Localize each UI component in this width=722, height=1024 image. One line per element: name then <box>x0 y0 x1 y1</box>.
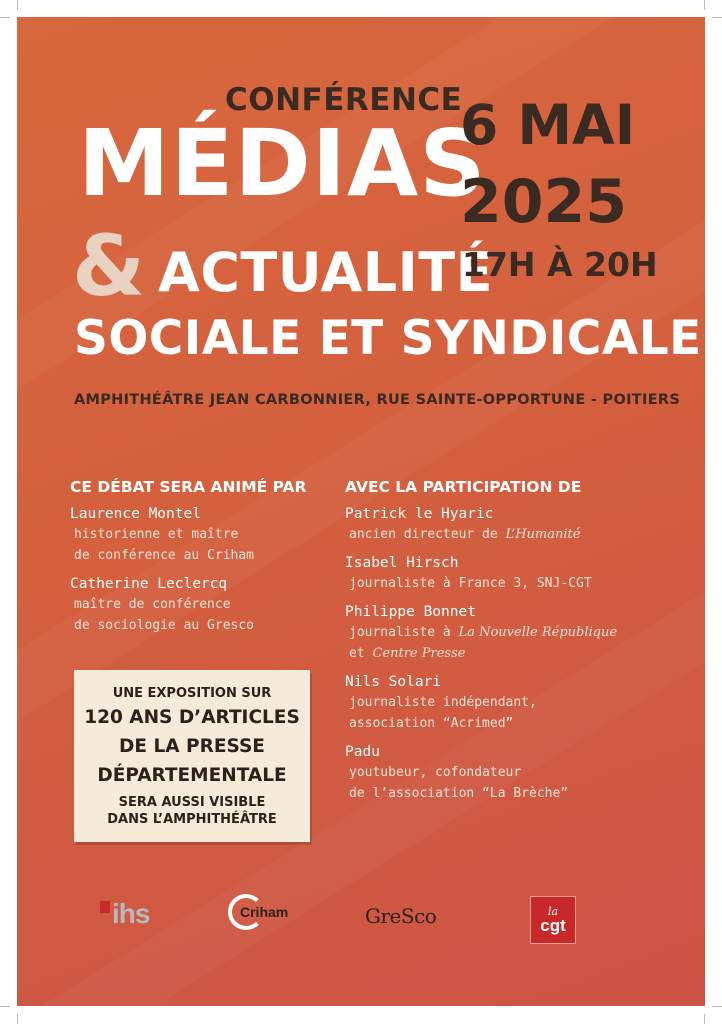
crop-mark <box>712 1006 722 1007</box>
exhibition-line: DANS L’AMPHITHÉÂTRE <box>107 812 277 827</box>
exhibition-box <box>74 670 310 842</box>
exhibition-line: DÉPARTEMENTALE <box>97 765 287 786</box>
moderator-item <box>70 574 254 636</box>
venue: AMPHITHÉÂTRE JEAN CARBONNIER, RUE SAINTE-OPPORTUNE - POITIERS <box>74 392 681 408</box>
moderator-desc: maître de conférence <box>74 597 231 612</box>
exhibition-line: UNE EXPOSITION SUR <box>112 686 272 701</box>
participants-list <box>345 504 617 812</box>
participant-desc-text: et <box>349 646 373 661</box>
participant-desc <box>345 643 617 664</box>
publication-name: La Nouvelle République <box>458 625 618 640</box>
crop-mark <box>712 17 722 18</box>
participant-desc: journaliste à France 3, SNJ-CGT <box>349 576 592 591</box>
title-actualite: ACTUALITÉ <box>158 241 493 304</box>
title-medias: MÉDIAS <box>78 110 487 217</box>
event-year: 2025 <box>460 167 627 237</box>
moderator-desc: historienne et maître <box>74 527 239 542</box>
participant-item <box>345 672 617 734</box>
gresco-logo <box>365 904 436 928</box>
participant-desc: association “Acrimed” <box>349 716 514 731</box>
moderator-desc: de conférence au Criham <box>74 548 255 563</box>
exhibition-line: DE LA PRESSE <box>119 736 265 757</box>
participant-name: Nils Solari <box>345 674 442 690</box>
event-hours: 17H À 20H <box>462 245 658 284</box>
participant-desc <box>345 622 617 643</box>
participant-desc: de l’association “La Brèche” <box>349 786 569 801</box>
crop-mark <box>17 0 18 10</box>
event-day-month: 6 MAI <box>460 93 636 157</box>
title-sociale-syndicale: SOCIALE ET SYNDICALE <box>74 311 702 366</box>
crop-mark <box>17 1014 18 1024</box>
cgt-logo <box>530 896 576 944</box>
participant-desc: youtubeur, cofondateur <box>349 765 522 780</box>
participant-item <box>345 504 617 545</box>
ihs-logo-mark <box>100 901 110 913</box>
moderator-item <box>70 504 254 566</box>
crop-mark <box>704 1014 705 1024</box>
participant-name: Padu <box>345 744 380 760</box>
gresco-logo-text: GreSco <box>365 904 437 928</box>
participant-desc: journaliste indépendant, <box>349 695 537 710</box>
event-type: CONFÉRENCE <box>225 82 463 118</box>
ihs-logo-text: ihs <box>112 898 150 929</box>
participants-heading: AVEC LA PARTICIPATION DE <box>345 478 582 496</box>
criham-logo <box>228 894 289 930</box>
moderators-heading: CE DÉBAT SERA ANIMÉ PAR <box>70 478 307 496</box>
exhibition-line: 120 ANS D’ARTICLES <box>84 707 300 728</box>
criham-logo-text: Criham <box>240 904 289 920</box>
moderators-list <box>70 504 254 644</box>
title-ampersand: & <box>72 217 146 315</box>
crop-mark <box>0 17 10 18</box>
participant-item <box>345 553 617 594</box>
crop-mark <box>0 1006 10 1007</box>
cgt-logo-text: cgt <box>540 915 566 935</box>
cgt-logo-la: la <box>547 904 559 918</box>
publication-name: L’Humanité <box>505 527 581 542</box>
exhibition-line: SERA AUSSI VISIBLE <box>118 795 266 810</box>
participant-item <box>345 602 617 664</box>
participant-desc-text: journaliste à <box>349 625 459 640</box>
ihs-logo <box>100 898 149 930</box>
participant-name: Philippe Bonnet <box>345 604 476 620</box>
participant-desc <box>345 524 617 545</box>
participant-item <box>345 742 617 804</box>
participant-name: Patrick le Hyaric <box>345 506 494 522</box>
publication-name: Centre Presse <box>372 646 466 661</box>
crop-mark <box>704 0 705 10</box>
moderator-name: Laurence Montel <box>70 506 201 522</box>
participant-name: Isabel Hirsch <box>345 555 459 571</box>
moderator-desc: de sociologie au Gresco <box>74 618 255 633</box>
moderator-name: Catherine Leclercq <box>70 576 228 592</box>
participant-desc-text: ancien directeur de <box>349 527 506 542</box>
